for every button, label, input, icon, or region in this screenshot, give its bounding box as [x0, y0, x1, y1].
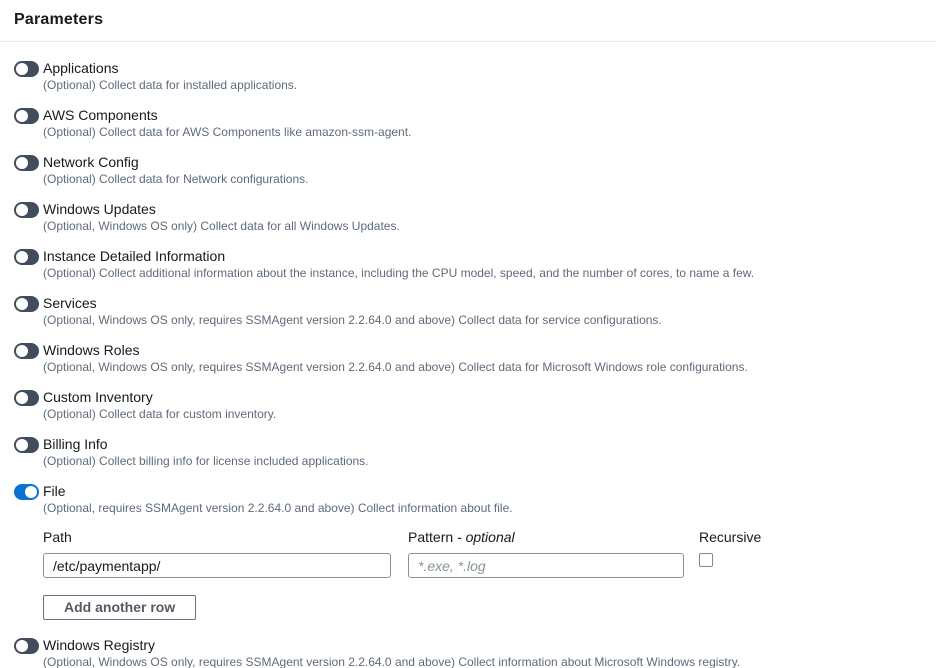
page-title: Parameters — [14, 11, 104, 28]
custom-inventory-toggle[interactable] — [14, 390, 39, 406]
billing-info-label: Billing Info — [43, 436, 108, 452]
path-label: Path — [43, 529, 72, 545]
file-toggle[interactable] — [14, 484, 39, 500]
file-description: (Optional, requires SSMAgent version 2.2.64.0 and above) Collect information about file. — [43, 501, 513, 515]
windows-registry-toggle[interactable] — [14, 638, 39, 654]
parameter-row-network-config — [14, 154, 922, 187]
billing-info-toggle[interactable] — [14, 437, 39, 453]
windows-updates-description: (Optional, Windows OS only) Collect data for all Windows Updates. — [43, 219, 400, 233]
parameter-row-billing-info — [14, 436, 922, 469]
parameter-row-applications — [14, 60, 922, 93]
applications-description: (Optional) Collect data for installed applications. — [43, 78, 298, 92]
parameter-row-aws-components — [14, 107, 922, 140]
parameter-row-instance-detailed-information — [14, 248, 922, 281]
parameter-row-services — [14, 295, 922, 328]
instance-detailed-information-label: Instance Detailed Information — [43, 248, 226, 264]
file-label: File — [43, 483, 66, 499]
parameter-row-windows-registry — [14, 637, 922, 668]
windows-registry-description: (Optional, Windows OS only, requires SSMAgent version 2.2.64.0 and above) Collect information about Microsoft Windows registry. — [43, 655, 741, 668]
applications-toggle[interactable] — [14, 61, 39, 77]
custom-inventory-label: Custom Inventory — [43, 389, 153, 405]
parameter-row-custom-inventory — [14, 389, 922, 422]
windows-roles-label: Windows Roles — [43, 342, 140, 358]
network-config-toggle[interactable] — [14, 155, 39, 171]
parameters-list — [0, 42, 936, 668]
recursive-label: Recursive — [699, 529, 762, 545]
network-config-description: (Optional) Collect data for Network configurations. — [43, 172, 309, 186]
instance-detailed-information-description: (Optional) Collect additional information about the instance, including the CPU model, speed, and the number of cores, to name a few. — [43, 266, 755, 280]
windows-registry-label: Windows Registry — [43, 637, 156, 653]
network-config-label: Network Config — [43, 154, 139, 170]
services-description: (Optional, Windows OS only, requires SSMAgent version 2.2.64.0 and above) Collect data for service configurations. — [43, 313, 662, 327]
file-form — [43, 529, 761, 620]
pattern-optional-suffix: - optional — [457, 529, 515, 545]
aws-components-toggle[interactable] — [14, 108, 39, 124]
parameter-row-windows-roles — [14, 342, 922, 375]
parameter-row-windows-updates — [14, 201, 922, 234]
custom-inventory-description: (Optional) Collect data for custom inventory. — [43, 407, 277, 421]
path-input[interactable] — [43, 553, 391, 578]
aws-components-label: AWS Components — [43, 107, 158, 123]
instance-detailed-information-toggle[interactable] — [14, 249, 39, 265]
billing-info-description: (Optional) Collect billing info for license included applications. — [43, 454, 369, 468]
parameter-row-file — [14, 483, 922, 620]
windows-roles-description: (Optional, Windows OS only, requires SSMAgent version 2.2.64.0 and above) Collect data for Microsoft Windows role configurations. — [43, 360, 748, 374]
add-another-row-button[interactable]: Add another row — [43, 595, 196, 620]
windows-updates-toggle[interactable] — [14, 202, 39, 218]
windows-updates-label: Windows Updates — [43, 201, 156, 217]
windows-roles-toggle[interactable] — [14, 343, 39, 359]
parameters-header — [0, 0, 936, 42]
aws-components-description: (Optional) Collect data for AWS Components like amazon-ssm-agent. — [43, 125, 412, 139]
services-label: Services — [43, 295, 97, 311]
applications-label: Applications — [43, 60, 119, 76]
pattern-label: Pattern - optional — [408, 529, 515, 545]
pattern-input[interactable] — [408, 553, 684, 578]
recursive-checkbox[interactable] — [699, 553, 713, 567]
services-toggle[interactable] — [14, 296, 39, 312]
